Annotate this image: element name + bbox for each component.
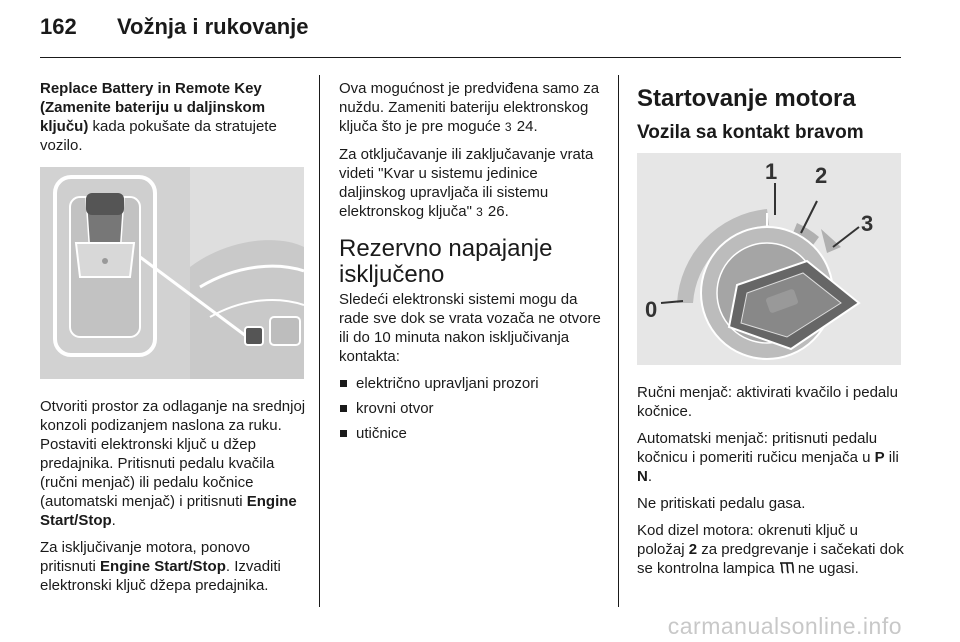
- bullet-icon: [340, 405, 347, 412]
- list-item: [339, 374, 607, 393]
- button-label-reference: Engine Start/Stop: [100, 558, 226, 575]
- paragraph: [339, 79, 607, 137]
- text: Za otključavanje ili zaključavanje vrata videti "Kvar u sistemu jedinice daljinskog upravljača ili sistemu elektronskog ključa": [339, 146, 594, 220]
- column-3: [637, 79, 905, 586]
- text: .: [111, 512, 116, 529]
- text: .: [504, 203, 509, 220]
- paragraph: [40, 397, 308, 530]
- paragraph: Ne pritiskati pedalu gasa.: [637, 495, 806, 512]
- page-reference-icon: 3: [476, 205, 483, 219]
- button-label-reference: Engine Start/Stop: [40, 493, 297, 529]
- page-reference[interactable]: 26: [487, 203, 505, 220]
- list-item-text: krovni otvor: [356, 400, 434, 417]
- text: . Izvaditi elektronski ključ džepa predajnika.: [40, 558, 281, 594]
- list-item: [339, 399, 607, 418]
- position-label: 2: [815, 163, 828, 188]
- paragraph: [40, 538, 308, 595]
- paragraph: [637, 429, 905, 486]
- text: Za isključivanje motora, ponovo pritisnuti: [40, 539, 251, 575]
- section-heading: Rezervno napajanje isključeno: [339, 235, 553, 288]
- page-title: Vožnja i rukovanje: [117, 14, 309, 39]
- position-label: 0: [645, 297, 658, 322]
- paragraph: [339, 145, 607, 222]
- paragraph: Ručni menjač: aktivirati kvačilo i pedalu kočnice.: [637, 384, 898, 420]
- text: za predgrevanje i sačekati dok se kontrolna lampica: [637, 541, 904, 577]
- text: Automatski menjač: pritisnuti pedalu kočnicu i pomeriti ručicu menjača u: [637, 430, 878, 466]
- glow-plug-icon: [779, 561, 794, 575]
- text: ili: [884, 449, 899, 466]
- subsection-title: Vozila sa kontakt bravom: [637, 122, 864, 143]
- bullet-icon: [340, 380, 347, 387]
- gear-position-p: P: [874, 449, 885, 466]
- list-item-text: električno upravljani prozori: [356, 375, 539, 392]
- gear-position-n: N: [637, 468, 648, 485]
- paragraph: Sledeći elektronski sistemi mogu da rade sve dok se vrata vozača ne otvore ili do 10 minuta nakon isključivanja kontakta:: [339, 291, 601, 365]
- column-divider: [618, 75, 619, 607]
- console-pocket-illustration: [40, 167, 304, 379]
- column-2: [339, 79, 607, 449]
- intro-text: kada pokušate da stratujete vozilo.: [40, 118, 277, 154]
- column-divider: [319, 75, 320, 607]
- column-1: [40, 79, 308, 603]
- text: Otvoriti prostor za odlaganje na srednjoj konzoli podizanjem naslona za ruku. Postaviti elektronski ključ u džep predajnika. Pritisnuti pedalu kvačila (ručni menjač) ili pedalu kočnice (automatski menjač) i pritisnuti: [40, 398, 306, 510]
- page-reference[interactable]: 24: [516, 118, 534, 135]
- text: .: [647, 468, 653, 485]
- paragraph: [637, 521, 905, 578]
- list-item-text: utičnice: [356, 425, 407, 442]
- text: Ova mogućnost je predviđena samo za nuždu. Zameniti bateriju elektronskog ključa što je pre moguće: [339, 80, 600, 135]
- page-number: 162: [40, 14, 77, 39]
- text: Kod dizel motora: okrenuti ključ u položaj: [637, 522, 858, 558]
- text: .: [533, 118, 538, 135]
- bullet-icon: [340, 430, 347, 437]
- position-label: 1: [765, 159, 778, 184]
- text: ne ugasi.: [793, 560, 859, 577]
- position-label: 3: [861, 211, 874, 236]
- warning-message: Replace Battery in Remote Key (Zamenite bateriju u daljinskom ključu): [40, 80, 266, 135]
- header-divider: [40, 57, 901, 58]
- section-title: Startovanje motora: [637, 85, 856, 112]
- list-item: [339, 424, 607, 443]
- page-reference-icon: 3: [504, 120, 512, 134]
- key-position: 2: [688, 541, 698, 558]
- intro-paragraph: [40, 79, 308, 155]
- watermark: carmanualsonline.info: [667, 613, 902, 639]
- ignition-switch-illustration: [637, 153, 901, 365]
